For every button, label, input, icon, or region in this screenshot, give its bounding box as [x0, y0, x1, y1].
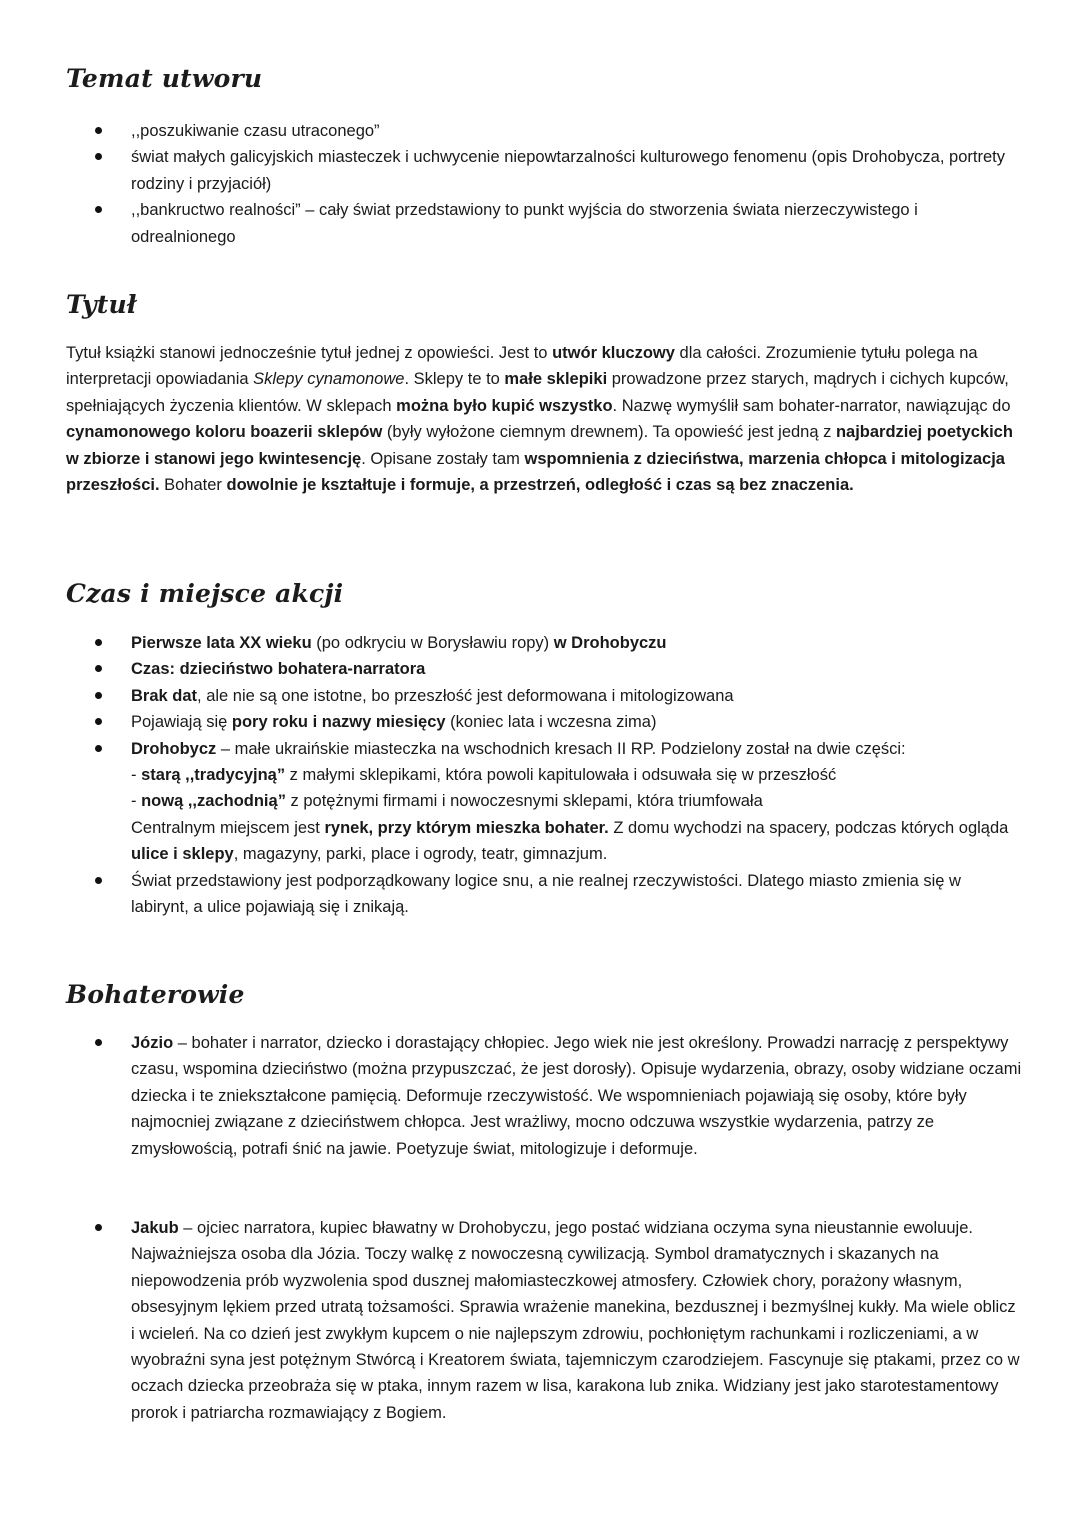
- bullet-icon: [95, 206, 102, 213]
- list-temat: [0, 118, 1030, 250]
- bullet-icon: [95, 718, 102, 725]
- bullet-icon: [95, 665, 102, 672]
- list-item: Świat przedstawiony jest podporządkowany logice snu, a nie realnej rzeczywistości. Dlatego miasto zmienia się w labirynt, a ulice pojawiają się i znikają.: [0, 868, 1030, 921]
- bullet-icon: [95, 692, 102, 699]
- heading-czas: Czas i miejsce akcji: [66, 579, 344, 608]
- heading-bohaterowie: Bohaterowie: [66, 980, 245, 1009]
- list-item: Józio – bohater i narrator, dziecko i dorastający chłopiec. Jego wiek nie jest określony. Prowadzi narrację z perspektywy czasu, wspomina dzieciństwo (można przypuszczać, że jest dorosły). Opisuje wydarzenia, obrazy, osoby widziane oczami dziecka i te zniekształcone pamięcią. Deformuje rzeczywistość. We wspomnieniach pojawiają się osoby, które były najmocniej związane z dzieciństwem chłopca. Jest wrażliwy, mocno odczuwa wszystkie wydarzenia, patrzy ze zmysłowością, potrafi śnić na jawie. Poetyzuje świat, mitologizuje i deformuje.: [0, 1030, 1030, 1162]
- bullet-icon: [95, 153, 102, 160]
- sub-line: - nową ,,zachodnią” z potężnymi firmami i nowoczesnymi sklepami, która triumfowała: [131, 792, 763, 811]
- list-item: Jakub – ojciec narratora, kupiec bławatny w Drohobyczu, jego postać widziana oczyma syna nieustannie ewoluuje. Najważniejsza osoba dla Józia. Toczy walkę z nowoczesną cywilizacją. Symbol dramatycznych i skazanych na niepowodzenia prób wyzwolenia spod dusznej małomiasteczkowej atmosfery. Człowiek chory, porażony własnym, obsesyjnym lękiem przed utratą tożsamości. Sprawia wrażenie manekina, bezdusznej i bezmyślnej kukły. Ma wiele oblicz i wcieleń. Na co dzień jest zwykłym kupcem o nie najlepszym zdrowiu, pochłoniętym rachunkami i rozliczeniami, a w wyobraźni syna jest potężnym Stwórcą i Kreatorem świata, tajemniczym czarodziejem. Fascynuje się ptakami, przez co w oczach dziecka przeobraża się w ptaka, innym razem w lisa, karakona lub znika. Widziany jest jako starotestamentowy prorok i patriarcha rozmawiający z Bogiem.: [0, 1215, 1030, 1426]
- list-item: Brak dat, ale nie są one istotne, bo przeszłość jest deformowana i mitologizowana: [0, 683, 1030, 709]
- list-czas: [0, 630, 1030, 920]
- sub-line: - starą ,,tradycyjną” z małymi sklepikami, która powoli kapitulowała i odsuwała się w przeszłość: [131, 766, 837, 785]
- list-bohaterowie-2: [0, 1215, 1030, 1426]
- list-item: Czas: dzieciństwo bohatera-narratora: [0, 656, 1030, 682]
- list-bohaterowie: [0, 1030, 1030, 1162]
- list-item: ,,poszukiwanie czasu utraconego”: [0, 118, 1030, 144]
- bullet-icon: [95, 877, 102, 884]
- list-item: ,,bankructwo realności” – cały świat przedstawiony to punkt wyjścia do stworzenia świata nierzeczywistego i odrealnionego: [0, 197, 1030, 250]
- paragraph-tytul: Tytuł książki stanowi jednocześnie tytuł jednej z opowieści. Jest to utwór kluczowy dla całości. Zrozumienie tytułu polega na interpretacji opowiadania Sklepy cynamonowe. Sklepy te to małe sklepiki prowadzone przez starych, mądrych i cichych kupców, spełniających życzenia klientów. W sklepach można było kupić wszystko. Nazwę wymyślił sam bohater-narrator, nawiązując do cynamonowego koloru boazerii sklepów (były wyłożone ciemnym drewnem). Ta opowieść jest jedną z najbardziej poetyckich w zbiorze i stanowi jego kwintesencję. Opisane zostały tam wspomnienia z dzieciństwa, marzenia chłopca i mitologizacja przeszłości. Bohater dowolnie je kształtuje i formuje, a przestrzeń, odległość i czas są bez znaczenia.: [66, 344, 1013, 495]
- bullet-icon: [95, 1224, 102, 1231]
- list-item: Drohobycz – małe ukraińskie miasteczka na wschodnich kresach II RP. Podzielony został na dwie części: - starą ,,tradycyjną” z małymi sklepikami, która powoli kapitulowała i odsuwała się w przeszłość - nową ,,zachodnią” z potężnymi firmami i nowoczesnymi sklepami, która triumfowała Centralnym miejscem jest rynek, przy którym mieszka bohater. Z domu wychodzi na spacery, podczas których ogląda ulice i sklepy, magazyny, parki, place i ogrody, teatr, gimnazjum.: [0, 736, 1030, 868]
- bullet-icon: [95, 639, 102, 646]
- list-item: świat małych galicyjskich miasteczek i uchwycenie niepowtarzalności kulturowego fenomenu (opis Drohobycza, portrety rodziny i przyjaciół): [0, 144, 1030, 197]
- list-item: Pierwsze lata XX wieku (po odkryciu w Borysławiu ropy) w Drohobyczu: [0, 630, 1030, 656]
- bullet-icon: [95, 1039, 102, 1046]
- list-item: Pojawiają się pory roku i nazwy miesięcy (koniec lata i wczesna zima): [0, 709, 1030, 735]
- heading-temat: Temat utworu: [66, 64, 263, 93]
- heading-tytul: Tytuł: [66, 290, 137, 319]
- bullet-icon: [95, 745, 102, 752]
- sub-line: Centralnym miejscem jest rynek, przy którym mieszka bohater. Z domu wychodzi na spacery, podczas których ogląda ulice i sklepy, magazyny, parki, place i ogrody, teatr, gimnazjum.: [131, 818, 1009, 864]
- bullet-icon: [95, 127, 102, 134]
